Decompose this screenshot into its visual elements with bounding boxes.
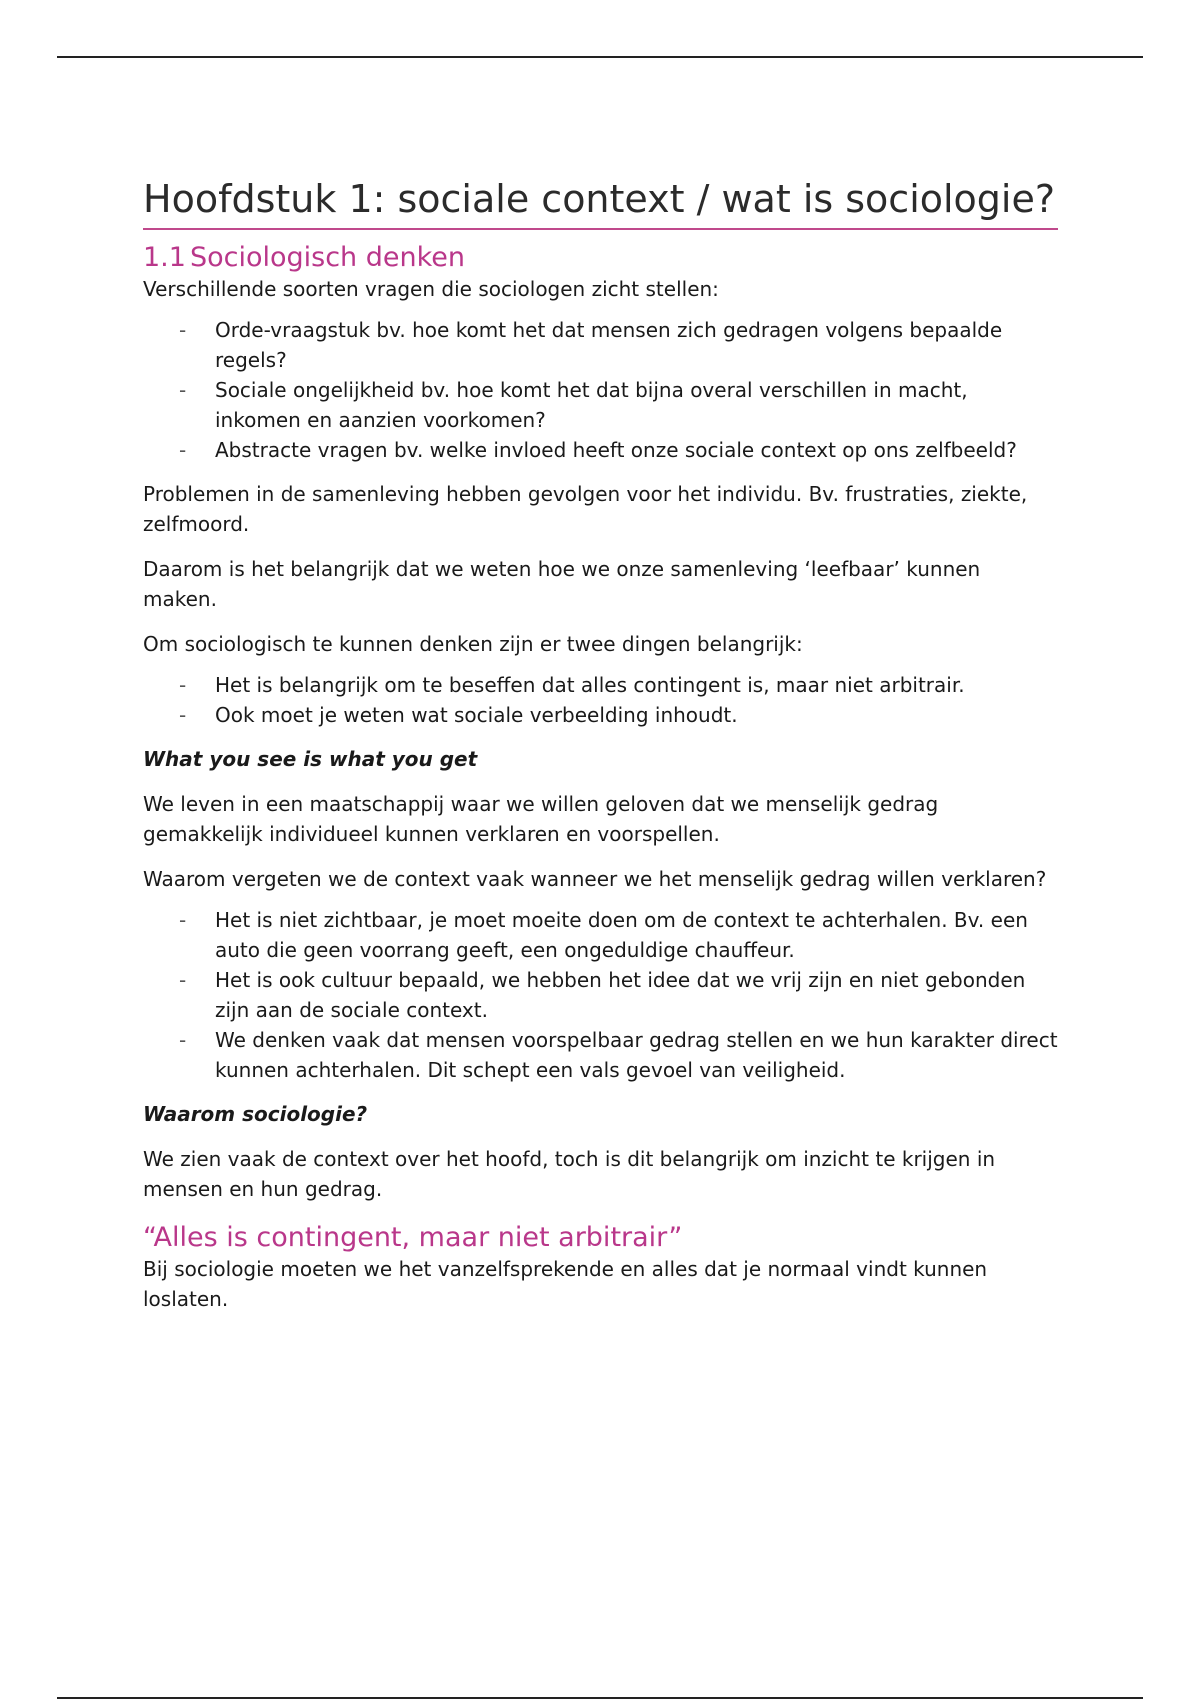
important-things-list [143,670,1058,730]
paragraph-context-overlooked: We zien vaak de context over het hoofd, toch is dit belangrijk om inzicht te krijgen in mensen en hun gedrag. [143,1147,996,1201]
question-types-list [143,315,1058,465]
list-item: - Sociale ongelijkheid bv. hoe komt het dat bijna overal verschillen in macht, inkomen en aanzien voorkomen? [215,375,1058,435]
section-title: Sociologisch denken [189,242,466,273]
list-item: - Orde-vraagstuk bv. hoe komt het dat mensen zich gedragen volgens bepaalde regels? [215,315,1058,375]
paragraph-problems: Problemen in de samenleving hebben gevolgen voor het individu. Bv. frustraties, ziekte, zelfmoord. [143,482,1028,536]
reasons-list [143,905,1058,1085]
subheading-what-you-see: What you see is what you get [143,747,478,771]
paragraph-why-forget: Waarom vergeten we de context vaak wanneer we het menselijk gedrag willen verklaren? [143,867,1047,891]
section-heading [143,242,1058,274]
paragraph-liveable: Daarom is het belangrijk dat we weten hoe we onze samenleving ‘leefbaar’ kunnen maken. [143,557,981,611]
subheading-why-sociology: Waarom sociologie? [143,1102,368,1126]
section-number: 1.1 [143,242,186,273]
document-body [143,176,1058,1329]
paragraph-two-things: Om sociologisch te kunnen denken zijn er twee dingen belangrijk: [143,632,803,656]
list-item: - We denken vaak dat mensen voorspelbaar gedrag stellen en we hun karakter direct kunnen achterhalen. Dit schept een vals gevoel van veiligheid. [215,1025,1058,1085]
page-footer-rule [57,1697,1143,1699]
paragraph-society: We leven in een maatschappij waar we willen geloven dat we menselijk gedrag gemakkelijk individueel kunnen verklaren en voorspellen. [143,792,939,846]
list-item: - Abstracte vragen bv. welke invloed heeft onze sociale context op ons zelfbeeld? [215,435,1058,465]
intro-paragraph: Verschillende soorten vragen die sociologen zicht stellen: [143,277,719,301]
chapter-title: Hoofdstuk 1: sociale context / wat is sociologie? [143,176,1058,230]
paragraph-let-go: Bij sociologie moeten we het vanzelfsprekende en alles dat je normaal vindt kunnen loslaten. [143,1257,988,1311]
page-header-rule [57,56,1143,58]
list-item: - Ook moet je weten wat sociale verbeelding inhoudt. [215,700,1058,730]
list-item: - Het is niet zichtbaar, je moet moeite doen om de context te achterhalen. Bv. een auto die geen voorrang geeft, een ongeduldige chauffeur. [215,905,1058,965]
list-item: - Het is ook cultuur bepaald, we hebben het idee dat we vrij zijn en niet gebonden zijn aan de sociale context. [215,965,1058,1025]
quote-heading: “Alles is contingent, maar niet arbitrair” [143,1222,683,1253]
list-item: - Het is belangrijk om te beseffen dat alles contingent is, maar niet arbitrair. [215,670,1058,700]
